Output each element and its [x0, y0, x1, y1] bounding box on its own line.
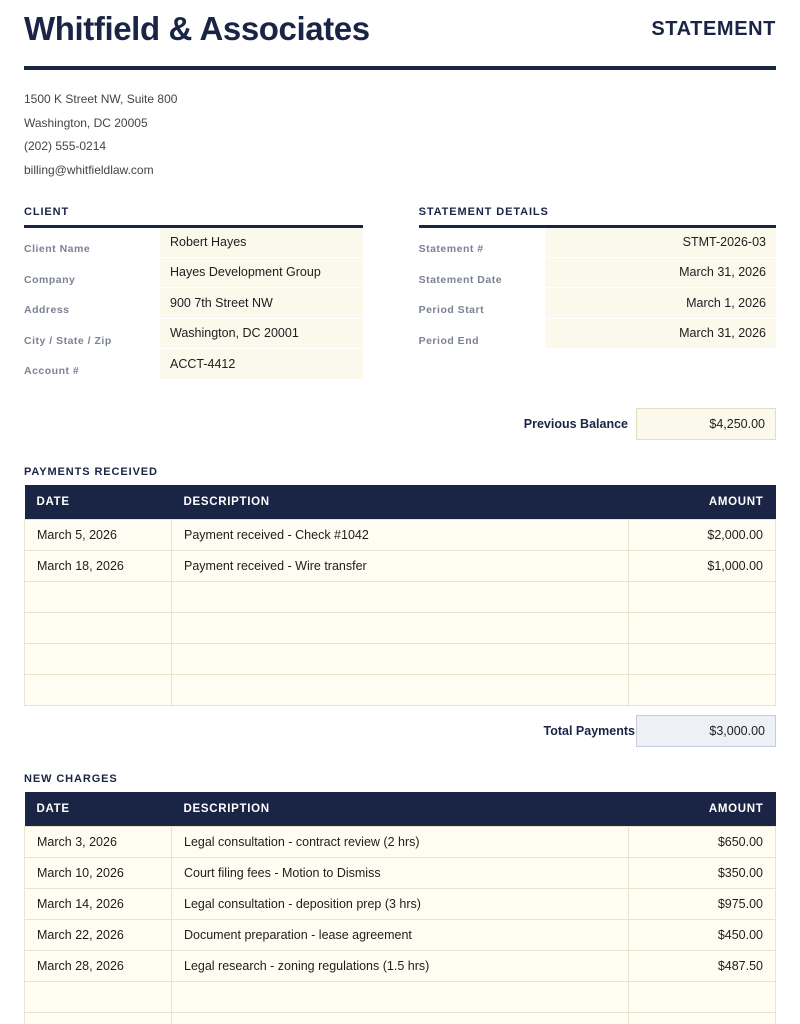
- table-row: [419, 318, 776, 349]
- client-value-company[interactable]: Hayes Development Group: [160, 257, 363, 288]
- cell-empty[interactable]: [172, 1012, 629, 1024]
- cell-amount[interactable]: $2,000.00: [629, 519, 776, 550]
- cell-empty[interactable]: [629, 643, 776, 674]
- cell-empty[interactable]: [25, 643, 172, 674]
- previous-balance-value: $4,250.00: [636, 408, 776, 440]
- cell-empty[interactable]: [629, 581, 776, 612]
- table-row: [419, 288, 776, 319]
- firm-name: Whitfield & Associates: [24, 10, 370, 47]
- cell-empty[interactable]: [25, 981, 172, 1012]
- cell-description[interactable]: Payment received - Wire transfer: [172, 550, 629, 581]
- total-payments-value: $3,000.00: [636, 715, 776, 747]
- cell-empty[interactable]: [172, 612, 629, 643]
- cell-empty[interactable]: [172, 674, 629, 705]
- detail-value-period-start[interactable]: March 1, 2026: [545, 288, 776, 319]
- table-row: [25, 519, 776, 550]
- table-row: [25, 919, 776, 950]
- statement-details-heading: STATEMENT DETAILS: [418, 206, 549, 218]
- cell-description[interactable]: Document preparation - lease agreement: [172, 919, 629, 950]
- payments-received-heading: PAYMENTS RECEIVED: [24, 465, 158, 478]
- cell-description[interactable]: Legal research - zoning regulations (1.5 hrs): [172, 950, 629, 981]
- previous-balance-label: Previous Balance: [523, 416, 628, 431]
- detail-label-period-end: Period End: [418, 334, 480, 347]
- charges-col-description: DESCRIPTION: [172, 792, 629, 827]
- client-label-city-state-zip: City / State / Zip: [24, 334, 112, 347]
- cell-empty[interactable]: [172, 643, 629, 674]
- table-row-empty: [25, 1012, 776, 1024]
- cell-empty[interactable]: [25, 1012, 172, 1024]
- firm-name-container: [24, 8, 420, 50]
- cell-amount[interactable]: $487.50: [629, 950, 776, 981]
- cell-amount[interactable]: $350.00: [629, 857, 776, 888]
- client-table: [24, 225, 363, 380]
- cell-empty[interactable]: [629, 1012, 776, 1024]
- cell-empty[interactable]: [25, 581, 172, 612]
- client-value-address[interactable]: 900 7th Street NW: [160, 288, 363, 319]
- client-value-account-number[interactable]: ACCT-4412: [160, 349, 363, 380]
- cell-empty[interactable]: [25, 674, 172, 705]
- cell-amount[interactable]: $450.00: [629, 919, 776, 950]
- payments-col-amount: AMOUNT: [629, 485, 776, 520]
- client-value-city-state-zip[interactable]: Washington, DC 20001: [160, 318, 363, 349]
- table-row: [25, 550, 776, 581]
- detail-label-statement-number: Statement #: [419, 227, 545, 258]
- table-row-empty: [25, 612, 776, 643]
- client-label-company: Company: [24, 273, 76, 286]
- cell-date[interactable]: March 22, 2026: [25, 919, 172, 950]
- table-row: [25, 950, 776, 981]
- detail-value-statement-number[interactable]: STMT-2026-03: [545, 227, 776, 258]
- payments-col-description: DESCRIPTION: [172, 485, 629, 520]
- table-header-row: [25, 792, 776, 827]
- firm-address-block: [24, 88, 776, 182]
- client-label-address: Address: [24, 304, 70, 316]
- total-payments-row: [24, 715, 776, 747]
- cell-date[interactable]: March 28, 2026: [25, 950, 172, 981]
- cell-empty[interactable]: [172, 581, 629, 612]
- table-row: [25, 888, 776, 919]
- charges-table-body: [25, 826, 776, 1024]
- cell-date[interactable]: March 14, 2026: [25, 888, 172, 919]
- firm-email: billing@whitfieldlaw.com: [24, 162, 154, 177]
- document-type-label: STATEMENT: [651, 18, 776, 40]
- detail-label-statement-date: Statement Date: [418, 273, 503, 286]
- cell-amount[interactable]: $1,000.00: [629, 550, 776, 581]
- cell-empty[interactable]: [629, 981, 776, 1012]
- cell-date[interactable]: March 10, 2026: [25, 857, 172, 888]
- firm-address-line2: Washington, DC 20005: [24, 115, 148, 130]
- table-row: [24, 318, 363, 349]
- table-row-empty: [25, 581, 776, 612]
- cell-empty[interactable]: [629, 674, 776, 705]
- firm-phone: (202) 555-0214: [24, 139, 107, 153]
- table-row: [24, 288, 363, 319]
- charges-col-date: DATE: [25, 792, 172, 827]
- payments-received-table: [24, 485, 776, 706]
- cell-description[interactable]: Payment received - Check #1042: [172, 519, 629, 550]
- table-row: [25, 826, 776, 857]
- detail-value-statement-date[interactable]: March 31, 2026: [545, 257, 776, 288]
- document-header: [24, 0, 776, 50]
- payments-received-section: [24, 466, 776, 747]
- table-row: [25, 857, 776, 888]
- client-value-client-name[interactable]: Robert Hayes: [160, 227, 363, 258]
- cell-description[interactable]: Court filing fees - Motion to Dismiss: [172, 857, 629, 888]
- charges-col-amount: AMOUNT: [629, 792, 776, 827]
- new-charges-section: [24, 773, 776, 1024]
- detail-value-period-end[interactable]: March 31, 2026: [545, 318, 776, 349]
- total-payments-label: Total Payments: [543, 723, 635, 738]
- statement-details-section: [419, 206, 776, 380]
- client-label-account-number: Account #: [24, 365, 80, 377]
- table-header-row: [25, 485, 776, 520]
- table-row: [419, 227, 776, 258]
- cell-empty[interactable]: [25, 612, 172, 643]
- table-row: [24, 257, 363, 288]
- previous-balance-row: [24, 408, 776, 440]
- cell-date[interactable]: March 5, 2026: [25, 519, 172, 550]
- client-label-client-name: Client Name: [24, 227, 160, 258]
- table-row-empty: [25, 674, 776, 705]
- cell-amount[interactable]: $650.00: [629, 826, 776, 857]
- cell-date[interactable]: March 3, 2026: [25, 826, 172, 857]
- client-section-heading: CLIENT: [24, 206, 70, 218]
- table-row: [24, 349, 363, 380]
- payments-col-date: DATE: [25, 485, 172, 520]
- detail-label-period-start: Period Start: [418, 304, 485, 316]
- cell-date[interactable]: March 18, 2026: [25, 550, 172, 581]
- table-row: [24, 227, 363, 258]
- statement-details-table: [419, 225, 776, 349]
- new-charges-table: [24, 792, 776, 1024]
- cell-description[interactable]: Legal consultation - contract review (2 hrs): [172, 826, 629, 857]
- cell-amount[interactable]: $975.00: [629, 888, 776, 919]
- cell-empty[interactable]: [629, 612, 776, 643]
- new-charges-heading: NEW CHARGES: [24, 772, 118, 785]
- table-row-empty: [25, 981, 776, 1012]
- cell-description[interactable]: Legal consultation - deposition prep (3 hrs): [172, 888, 629, 919]
- cell-empty[interactable]: [172, 981, 629, 1012]
- client-section: [24, 206, 363, 380]
- info-columns: [24, 206, 776, 380]
- table-row: [419, 257, 776, 288]
- firm-address-line1: 1500 K Street NW, Suite 800: [24, 92, 178, 106]
- table-row-empty: [25, 643, 776, 674]
- payments-table-body: [25, 519, 776, 705]
- header-divider: [24, 66, 776, 70]
